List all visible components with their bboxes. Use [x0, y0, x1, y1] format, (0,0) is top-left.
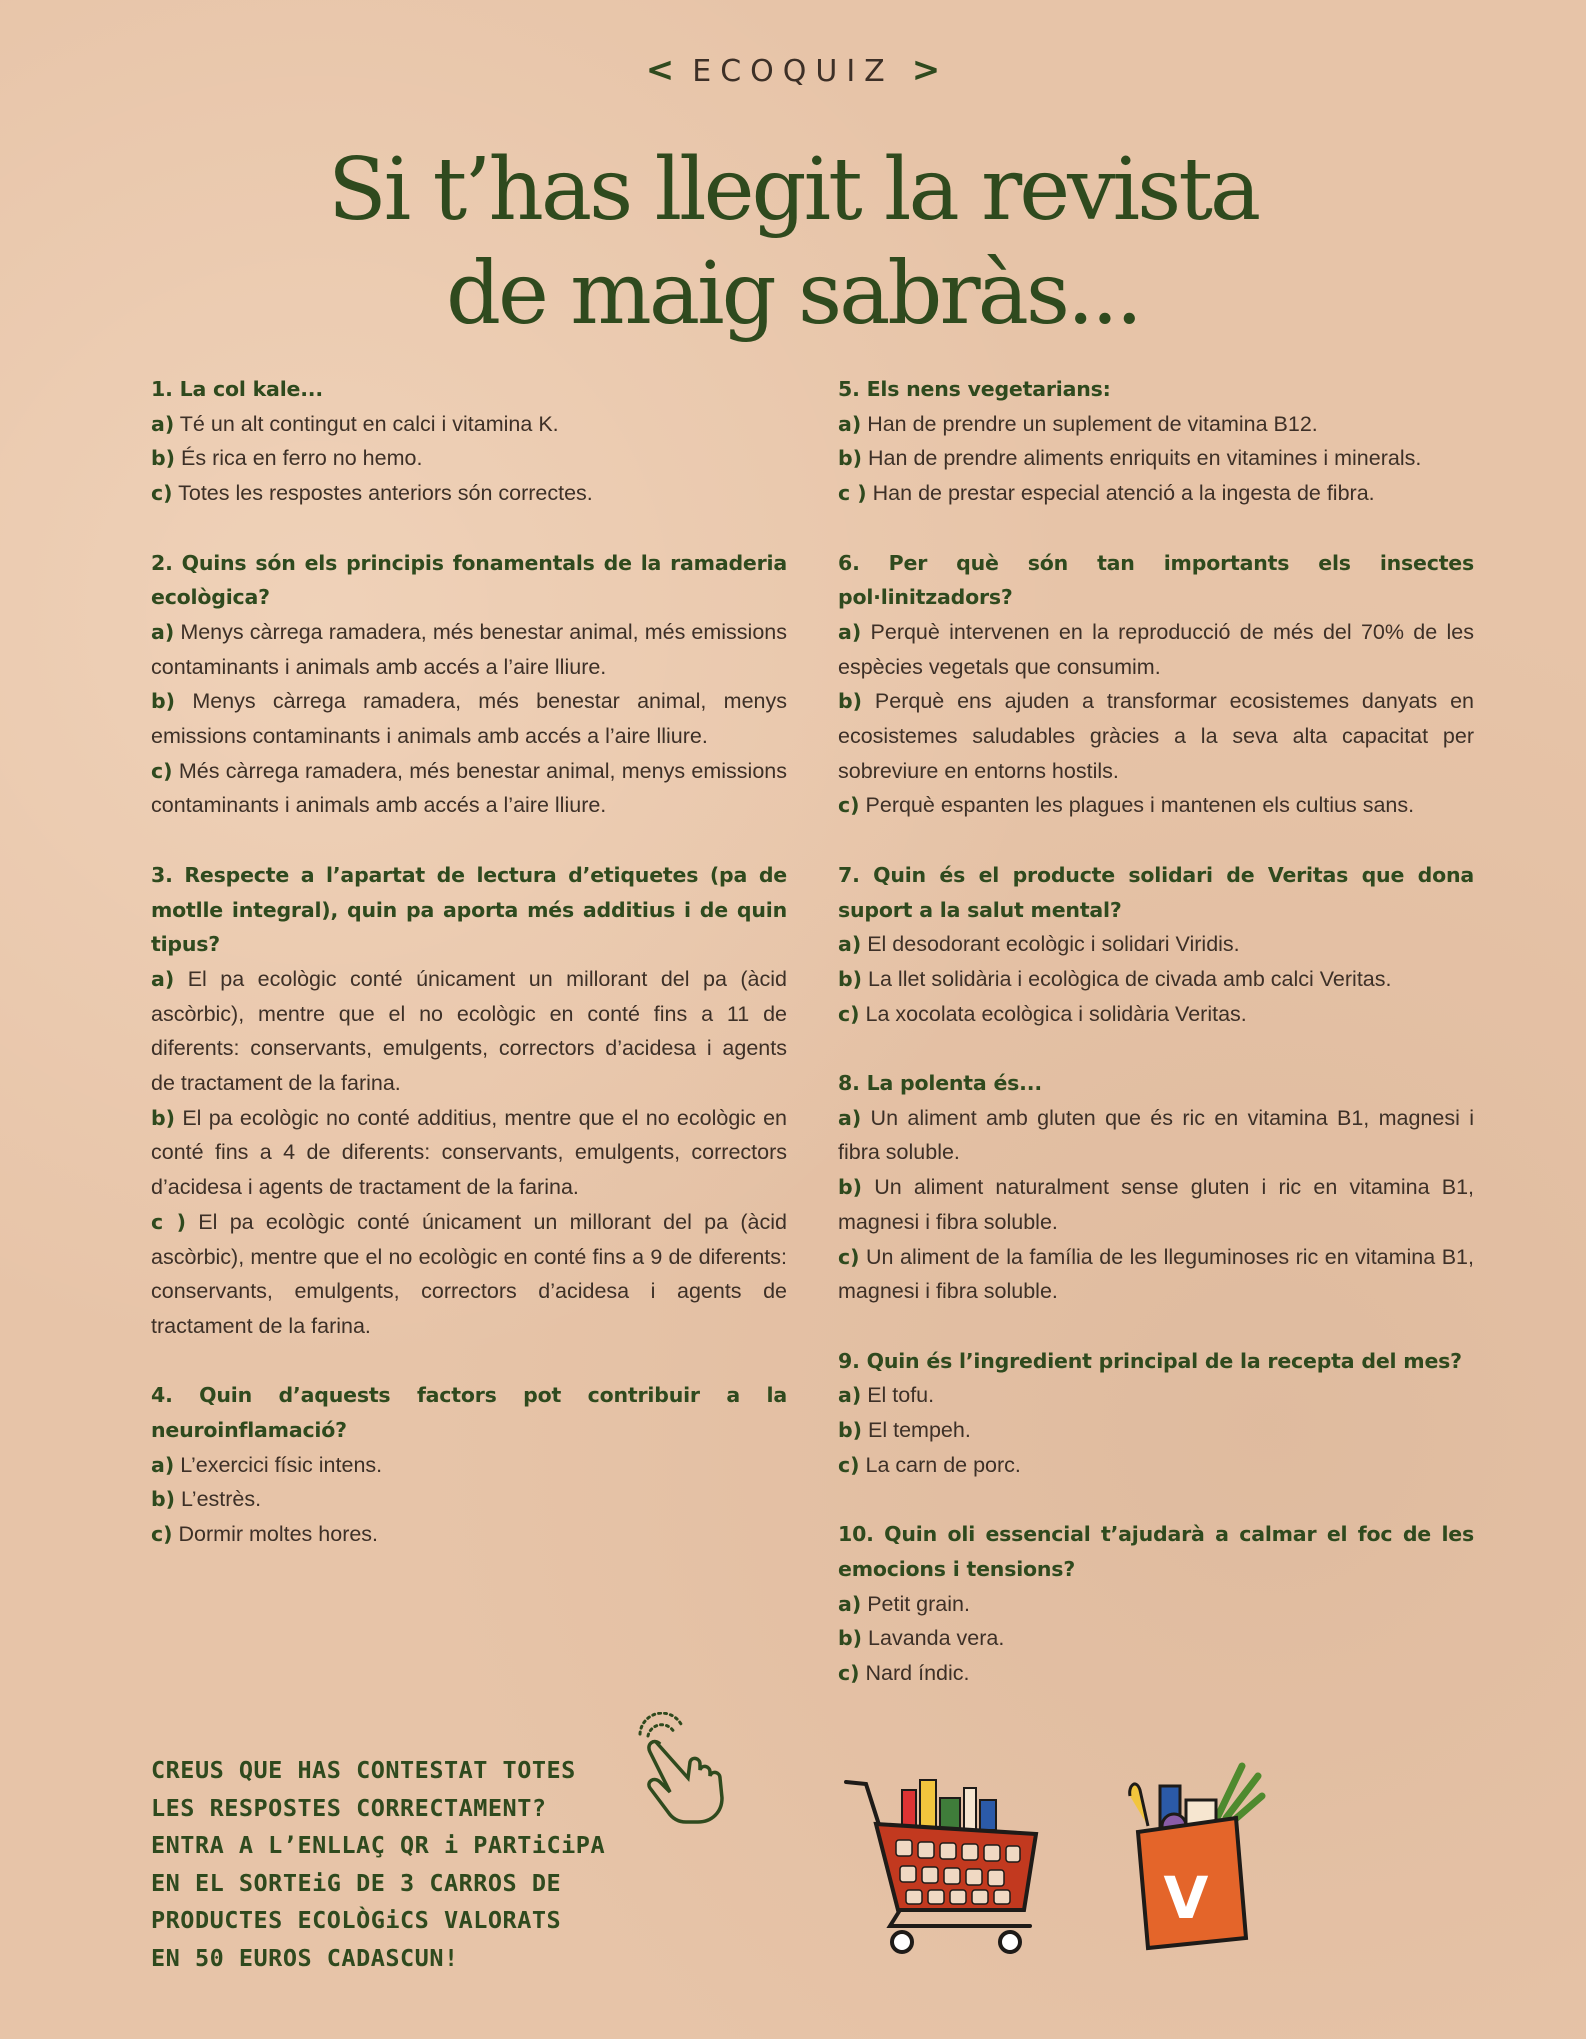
option-key: c) [838, 1660, 860, 1685]
option-text: Petit grain. [867, 1591, 970, 1616]
option-key: b) [838, 446, 863, 471]
option-key: c) [838, 1001, 860, 1026]
option-text: El desodorant ecològic i solidari Viridis. [867, 932, 1240, 957]
option-key: a) [838, 1105, 862, 1130]
answer-option [151, 1448, 787, 1483]
option-key: b) [838, 1175, 863, 1200]
page-title [0, 138, 1586, 346]
quiz-question [151, 546, 787, 824]
option-key: c) [838, 1244, 860, 1269]
question-title: 1. La col kale... [151, 377, 323, 401]
cta-line: PRODUCTES ECOLÒGiCS VALORATS [151, 1906, 562, 1934]
option-key: c ) [838, 481, 867, 506]
option-key: c ) [151, 1209, 186, 1234]
option-text: Menys càrrega ramadera, més benestar animal, menys emissions contaminants i animals amb accés a l’aire lliure. [151, 689, 787, 749]
question-title: 5. Els nens vegetarians: [838, 377, 1111, 401]
bag-logo: V [1163, 1864, 1209, 1932]
section-label [0, 50, 1586, 90]
answer-option [838, 962, 1474, 997]
answer-option [151, 754, 787, 823]
answer-option [838, 1413, 1474, 1448]
option-text: El tempeh. [868, 1418, 971, 1443]
answer-option [151, 684, 787, 753]
answer-option [151, 1205, 787, 1344]
option-key: c) [838, 793, 860, 818]
quiz-question [838, 1066, 1474, 1309]
option-text: Han de prestar especial atenció a la ingesta de fibra. [872, 481, 1375, 506]
option-key: c) [838, 1452, 860, 1477]
option-key: a) [838, 1591, 862, 1616]
cta-line: ENTRA A L’ENLLAÇ QR i PARTiCiPA [151, 1831, 606, 1859]
quiz-question [838, 1344, 1474, 1483]
cta-line: LES RESPOSTES CORRECTAMENT? [151, 1793, 547, 1822]
option-key: c) [151, 758, 173, 783]
option-text: Perquè espanten les plagues i mantenen els cultius sans. [865, 793, 1415, 818]
quiz-question [151, 858, 787, 1344]
answer-option [838, 1101, 1474, 1170]
option-key: b) [838, 966, 863, 991]
quiz-question [838, 372, 1474, 511]
answer-option [838, 997, 1474, 1032]
option-text: El tofu. [867, 1383, 935, 1408]
answer-option [151, 615, 787, 684]
quiz-question [838, 858, 1474, 1032]
answer-option [838, 1448, 1474, 1483]
answer-option [151, 1101, 787, 1205]
contest-call-to-action [151, 1752, 611, 1977]
option-key: b) [151, 1105, 176, 1130]
shopping-bag-icon [1122, 1756, 1272, 1956]
option-text: El pa ecològic conté únicament un millorant del pa (àcid ascòrbic), mentre que el no ecològic en conté fins a 11 de diferents: conservants, emulgents, correctors d’acidesa i agents de tractament de la farina. [151, 966, 787, 1096]
answer-option [838, 684, 1474, 788]
answer-option [838, 1170, 1474, 1239]
option-text: Un aliment de la família de les lleguminoses ric en vitamina B1, magnesi i fibra soluble. [838, 1244, 1474, 1304]
option-text: Té un alt contingut en calci i vitamina K. [179, 411, 559, 436]
answer-option [151, 962, 787, 1101]
option-text: El pa ecològic no conté additius, mentre que el no ecològic en conté fins a 4 de diferents: conservants, emulgents, correctors d’acidesa i agents de tractament de la farina. [151, 1105, 787, 1200]
answer-option [151, 1517, 787, 1552]
option-text: Nard índic. [865, 1660, 970, 1685]
option-text: Han de prendre aliments enriquits en vitamines i minerals. [868, 446, 1422, 471]
answer-option [838, 407, 1474, 442]
option-key: a) [838, 932, 862, 957]
answer-option [151, 407, 787, 442]
option-text: Perquè intervenen en la reproducció de més del 70% de les espècies vegetals que consumim. [838, 619, 1474, 679]
option-key: b) [151, 446, 176, 471]
cta-line: EN EL SORTEiG DE 3 CARROS DE [151, 1868, 562, 1897]
option-key: a) [838, 619, 862, 644]
quiz-question [151, 1378, 787, 1552]
option-text: L’exercici físic intens. [180, 1452, 383, 1477]
option-text: El pa ecològic conté únicament un millorant del pa (àcid ascòrbic), mentre que el no ecològic en conté fins a 9 de diferents: conservants, emulgents, correctors d’acidesa i agents de tractament de la farina. [151, 1209, 787, 1338]
quiz-question [151, 372, 787, 511]
question-title: 10. Quin oli essencial t’ajudarà a calmar el foc de les emocions i tensions? [838, 1522, 1474, 1581]
answer-option [838, 1621, 1474, 1656]
answer-option [838, 1587, 1474, 1622]
question-title: 9. Quin és l’ingredient principal de la recepta del mes? [838, 1348, 1462, 1373]
option-text: Un aliment amb gluten que és ric en vitamina B1, magnesi i fibra soluble. [838, 1105, 1474, 1165]
question-title: 6. Per què són tan importants els insectes pol·linitzadors? [838, 550, 1474, 610]
option-key: b) [838, 689, 863, 714]
answer-option [838, 1240, 1474, 1309]
title-line-1: Si t’has llegit la revista [327, 140, 1259, 240]
answer-option [838, 615, 1474, 684]
option-key: a) [151, 966, 175, 991]
option-key: c) [151, 481, 173, 506]
option-key: a) [151, 619, 175, 644]
option-text: Lavanda vera. [868, 1626, 1005, 1651]
tap-hand-icon [630, 1712, 740, 1832]
option-text: Perquè ens ajuden a transformar ecosistemes danyats en ecosistemes saludables gràcies a la seva alta capacitat per sobreviure en entorns hostils. [838, 689, 1474, 783]
chevron-left-icon: < [645, 50, 675, 90]
option-key: a) [151, 1452, 175, 1477]
quiz-question [838, 546, 1474, 824]
answer-option [838, 476, 1474, 511]
question-title: 7. Quin és el producte solidari de Veritas que dona suport a la salut mental? [838, 862, 1474, 922]
shopping-cart-icon [840, 1770, 1050, 1960]
option-text: L’estrès. [181, 1487, 262, 1512]
title-line-2: de maig sabràs... [446, 244, 1140, 344]
chevron-right-icon: > [911, 50, 941, 90]
question-title: 4. Quin d’aquests factors pot contribuir a la neuroinflamació? [151, 1383, 787, 1443]
option-text: Més càrrega ramadera, més benestar animal, menys emissions contaminants i animals amb accés a l’aire lliure. [151, 758, 787, 818]
answer-option [838, 788, 1474, 823]
section-label-text: ECOQUIZ [692, 54, 894, 89]
option-key: a) [838, 411, 862, 436]
option-text: La xocolata ecològica i solidària Veritas. [865, 1001, 1247, 1026]
option-key: b) [151, 1487, 176, 1512]
question-title: 2. Quins són els principis fonamentals de la ramaderia ecològica? [151, 550, 787, 610]
option-key: b) [838, 1418, 863, 1443]
questions-left-column [151, 372, 787, 1587]
option-text: Dormir moltes hores. [178, 1522, 379, 1547]
option-text: Han de prendre un suplement de vitamina B12. [867, 411, 1318, 436]
answer-option [151, 1482, 787, 1517]
option-text: És rica en ferro no hemo. [181, 446, 423, 471]
cta-line: CREUS QUE HAS CONTESTAT TOTES [151, 1756, 576, 1784]
option-key: b) [151, 689, 176, 714]
option-text: La carn de porc. [865, 1452, 1021, 1477]
option-key: a) [151, 411, 175, 436]
option-key: a) [838, 1383, 862, 1408]
answer-option [838, 1378, 1474, 1413]
option-key: c) [151, 1522, 173, 1547]
option-text: Totes les respostes anteriors són correctes. [178, 481, 593, 506]
quiz-question [838, 1517, 1474, 1691]
answer-option [151, 441, 787, 476]
question-title: 3. Respecte a l’apartat de lectura d’etiquetes (pa de motlle integral), quin pa aporta més additius i de quin tipus? [151, 862, 787, 957]
answer-option [838, 1656, 1474, 1691]
option-key: b) [838, 1626, 863, 1651]
answer-option [838, 441, 1474, 476]
questions-right-column [838, 372, 1474, 1725]
option-text: Un aliment naturalment sense gluten i ric en vitamina B1, magnesi i fibra soluble. [838, 1175, 1474, 1234]
question-title: 8. La polenta és... [838, 1071, 1042, 1096]
cta-line: EN 50 EUROS CADASCUN! [151, 1943, 459, 1972]
answer-option [151, 476, 787, 511]
answer-option [838, 927, 1474, 962]
option-text: Menys càrrega ramadera, més benestar animal, més emissions contaminants i animals amb accés a l’aire lliure. [151, 619, 787, 679]
option-text: La llet solidària i ecològica de civada amb calci Veritas. [868, 966, 1392, 991]
